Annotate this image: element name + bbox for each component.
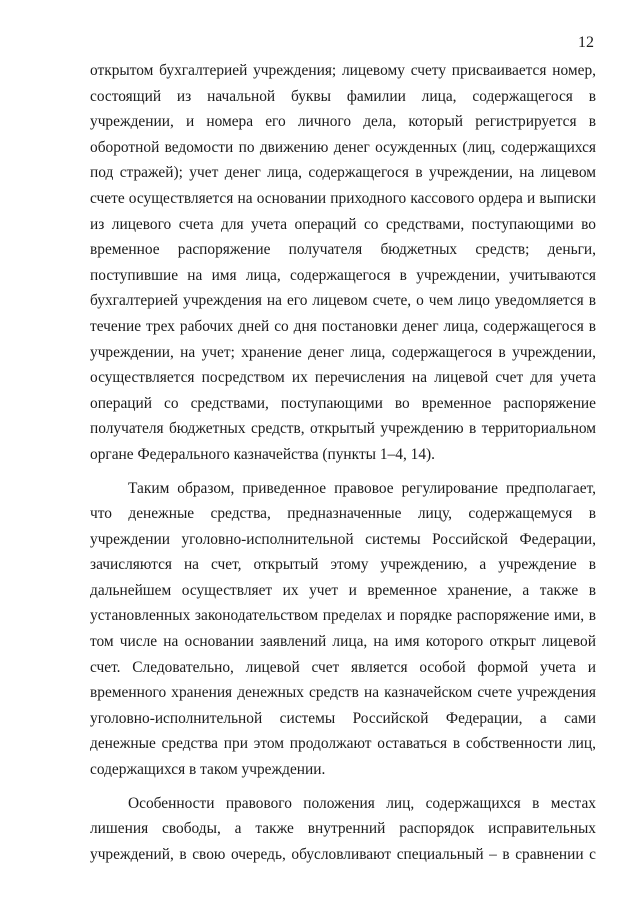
text-line: операций со средствами, поступающими во временное распоряжение: [90, 394, 596, 412]
paragraph-gap: [90, 468, 596, 476]
text-line: из лицевого счета для учета операций со средствами, поступающими во: [90, 215, 596, 233]
page-number: 12: [578, 34, 594, 51]
text-line: денежные средства при этом продолжают оставаться в собственности лиц,: [90, 735, 596, 753]
text-line: открытом бухгалтерией учреждения; лицевому счету присваивается номер,: [90, 62, 596, 79]
text-line: учреждении, и номера его личного дела, который регистрируется в: [90, 113, 596, 131]
paragraph-gap: [90, 783, 596, 791]
text-line: что денежные средства, предназначенные лицу, содержащемуся в: [90, 505, 596, 523]
text-line: бухгалтерией учреждения на его лицевом счете, о чем лицо уведомляется в: [90, 292, 596, 310]
text-line: зачисляются на счет, открытый этому учреждению, а учреждение в: [90, 556, 596, 574]
text-line: учреждении, на учет; хранение денег лица, содержащегося в учреждении,: [90, 343, 596, 361]
text-line: получателя бюджетных средств, открытый учреждению в территориальном: [90, 420, 596, 438]
text-line: Особенности правового положения лиц, содержащихся в местах: [128, 794, 596, 812]
text-line: осуществляется посредством их перечисления на лицевой счет для учета: [90, 369, 596, 387]
text-line: содержащихся в таком учреждении.: [90, 761, 326, 779]
text-line: счет. Следовательно, лицевой счет является особой формой учета и: [90, 658, 596, 676]
text-line: дальнейшем осуществляет их учет и временное хранение, а также в: [90, 581, 596, 599]
text-line: течение трех рабочих дней со дня постановки денег лица, содержащегося в: [90, 317, 596, 335]
text-line: Таким образом, приведенное правовое регулирование предполагает,: [128, 479, 596, 497]
body-text: [90, 58, 596, 867]
text-line: установленных законодательством пределах и порядке распоряжение ими, в: [90, 607, 596, 625]
text-line: временного хранения денежных средств на казначейском счете учреждения: [90, 684, 596, 702]
text-line: том числе на основании заявлений лица, на имя которого открыт лицевой: [90, 633, 596, 651]
paragraph: [90, 791, 596, 868]
text-line: органе Федерального казначейства (пункты 1–4, 14).: [90, 445, 436, 463]
paragraph: [90, 476, 596, 783]
text-line: под стражей); учет денег лица, содержащегося в учреждении, на лицевом: [90, 164, 596, 182]
text-line: временное распоряжение получателя бюджетных средств; деньги,: [90, 241, 596, 259]
text-line: оборотной ведомости по движению денег осужденных (лиц, содержащихся: [90, 138, 596, 156]
text-line: учреждений, в свою очередь, обусловливают специальный – в сравнении с: [90, 845, 596, 863]
text-line: состоящий из начальной буквы фамилии лица, содержащегося в: [90, 87, 596, 105]
text-line: счете осуществляется на основании приходного кассового ордера и выписки: [90, 189, 596, 207]
paragraph: [90, 58, 596, 468]
text-line: уголовно-исполнительной системы Российской Федерации, а сами: [90, 709, 596, 727]
text-line: лишения свободы, а также внутренний распорядок исправительных: [90, 820, 596, 838]
text-line: поступившие на имя лица, содержащегося в учреждении, учитываются: [90, 266, 596, 284]
text-line: учреждении уголовно-исполнительной системы Российской Федерации,: [90, 530, 596, 548]
